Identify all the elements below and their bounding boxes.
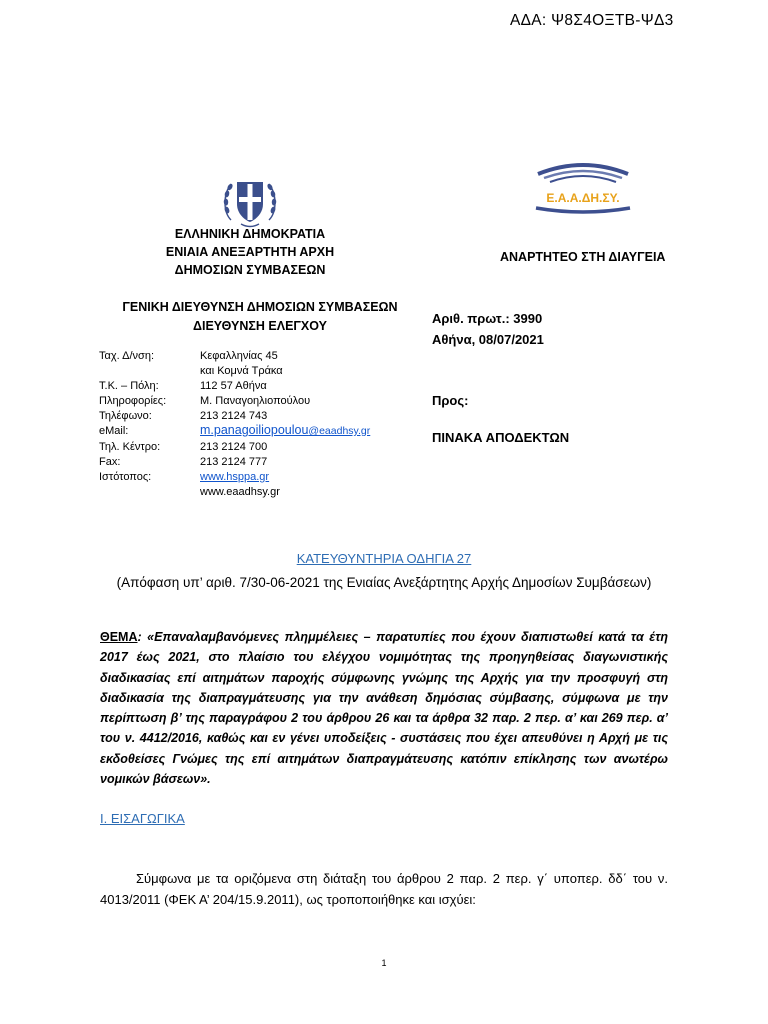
guide-title: ΚΑΤΕΥΘΥΝΤΗΡΙΑ ΟΔΗΓΙΑ 27 <box>296 551 472 566</box>
info-value: Μ. Παναγοηλιοπούλου <box>200 395 311 407</box>
department-control: ΔΙΕΥΘΥΝΣΗ ΕΛΕΓΧΟΥ <box>193 319 327 333</box>
city-label: Τ.Κ. – Πόλη: <box>99 380 159 392</box>
logo-text: Ε.Α.Α.ΔΗ.ΣΥ. <box>546 191 620 205</box>
posting-notice: ΑΝΑΡΤΗΤΕΟ ΣΤΗ ΔΙΑΥΓΕΙΑ <box>500 250 666 264</box>
decision-reference: (Απόφαση υπ’ αριθ. 7/30-06-2021 της Ενιαίας Ανεξάρτητης Αρχής Δημοσίων Συμβάσεων) <box>116 575 652 590</box>
phone-label: Τηλέφωνο: <box>99 410 152 422</box>
greek-emblem-icon <box>221 172 279 230</box>
address-value-2: και Κομνά Τράκα <box>200 365 283 377</box>
center-phone-label: Τηλ. Κέντρο: <box>99 441 161 453</box>
eaadhsy-logo <box>530 158 636 216</box>
section-heading: Ι. ΕΙΣΑΓΩΓΙΚΑ <box>100 811 185 826</box>
email-label: eMail: <box>99 425 129 437</box>
website-value-2: www.eaadhsy.gr <box>200 486 280 498</box>
center-phone-value: 213 2124 700 <box>200 441 268 453</box>
phone-value: 213 2124 743 <box>200 410 268 422</box>
email-user: m.panagoiliopoulou <box>200 423 309 437</box>
city-value: 112 57 Αθήνα <box>200 380 267 392</box>
body-paragraph: Σύμφωνα με τα οριζόμενα στη διάταξη του άρθρου 2 παρ. 2 περ. γ΄ υποπερ. δδ΄ του ν. 4013/2011 (ΦΕΚ Α’ 204/15.9.2011), ως τροποποιήθηκε και ισχύει: <box>100 871 668 907</box>
document-date: Αθήνα, 08/07/2021 <box>432 332 544 347</box>
website-label: Ιστότοπος: <box>99 471 152 483</box>
subject-label: ΘΕΜΑ <box>100 630 138 644</box>
department-general: ΓΕΝΙΚΗ ΔΙΕΥΘΥΝΣΗ ΔΗΜΟΣΙΩΝ ΣΥΜΒΑΣΕΩΝ <box>122 300 398 314</box>
address-value: Κεφαλληνίας 45 <box>200 350 278 362</box>
recipient-value: ΠΙΝΑΚΑ ΑΠΟΔΕΚΤΩΝ <box>432 430 570 445</box>
website-link[interactable]: www.hsppa.gr <box>200 471 270 483</box>
authority-line-3: ΔΗΜΟΣΙΩΝ ΣΥΜΒΑΣΕΩΝ <box>174 263 326 277</box>
fax-label: Fax: <box>99 456 121 468</box>
subject-text: : «Επαναλαμβανόμενες πλημμέλειες – παρατυπίες που έχουν διαπιστωθεί κατά τα έτη 2017 έως 2021, στο πλαίσιο του ελέγχου νομιμότητας της προηγηθείσας διαγωνιστικής διαδικασίας επί αιτημάτων παροχής σύμφωνης γνώμης της Αρχής για την προσφυγή στη διαδικασία της διαπραγμάτευσης για την ανάθεση δημόσιας σύμβασης, σύμφωνα με την περίπτωση β’ της παραγράφου 2 του άρθρου 26 και τα άρθρα 32 παρ. 2 περ. α’ και 269 περ. α’ του ν. 4412/2016, καθώς και εν γένει υποδείξεις - συστάσεις που έχει απευθύνει η Αρχή με τις εκδοθείσες Γνώμες της επί αιτημάτων διαπραγμάτευσης κατόπιν επίκλησης των ανωτέρω νομικών βάσεων». <box>100 630 668 787</box>
email-domain: @eaadhsy.gr <box>308 425 371 437</box>
info-label: Πληροφορίες: <box>99 395 167 407</box>
fax-value: 213 2124 777 <box>200 456 268 468</box>
ada-code: ΑΔΑ: Ψ8Σ4ΟΞΤΒ-ΨΔ3 <box>510 12 674 29</box>
page-number: 1 <box>381 958 387 968</box>
email-link[interactable] <box>200 423 370 437</box>
address-label: Ταχ. Δ/νση: <box>99 350 155 362</box>
recipient-label: Προς: <box>432 393 469 408</box>
authority-line-1: ΕΛΛΗΝΙΚΗ ΔΗΜΟΚΡΑΤΙΑ <box>174 227 326 241</box>
subject-paragraph <box>100 627 668 789</box>
authority-line-2: ΕΝΙΑΙΑ ΑΝΕΞΑΡΤΗΤΗ ΑΡΧΗ <box>165 245 335 259</box>
protocol-number: Αριθ. πρωτ.: 3990 <box>432 311 543 326</box>
